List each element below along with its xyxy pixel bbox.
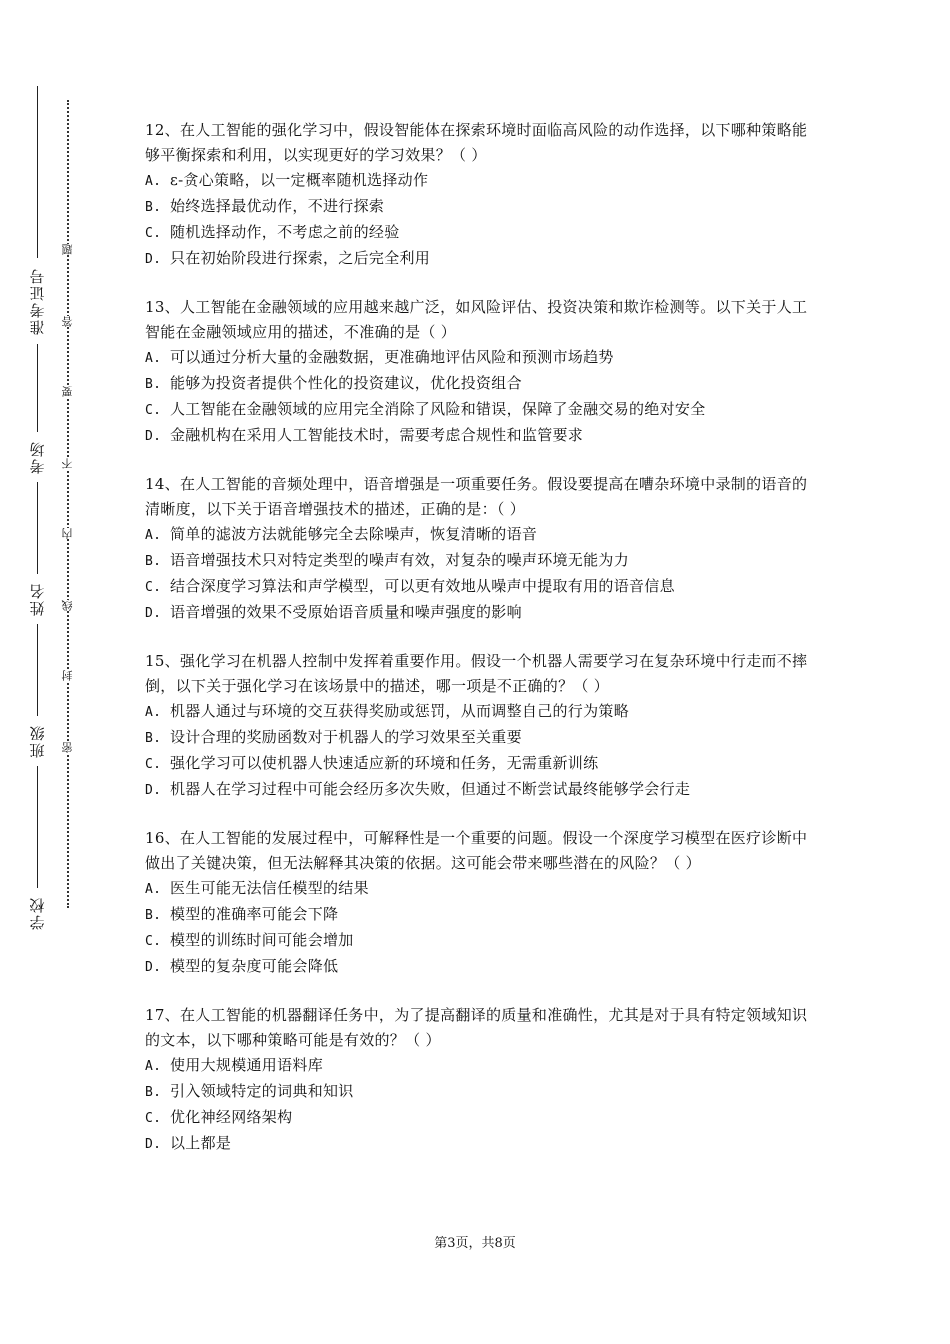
option-text: 引入领域特定的词典和知识	[170, 1082, 354, 1100]
option-text: 语音增强技术只对特定类型的噪声有效，对复杂的噪声环境无能为力	[170, 551, 630, 569]
option-text: 简单的滤波方法就能够完全去除噪声，恢复清晰的语音	[170, 525, 538, 543]
question-15	[145, 649, 815, 803]
option-text: 结合深度学习算法和声学模型，可以更有效地从噪声中提取有用的语音信息	[170, 577, 675, 595]
question-stem: 17、在人工智能的机器翻译任务中，为了提高翻译的质量和准确性，尤其是对于具有特定领域知识的文本，以下哪种策略可能是有效的？（ ）	[145, 1006, 808, 1049]
option-letter: D.	[145, 960, 162, 975]
option-text: 始终选择最优动作，不进行探索	[170, 197, 385, 215]
option-text: 优化神经网络架构	[170, 1108, 293, 1126]
option-text: 能够为投资者提供个性化的投资建议，优化投资组合	[170, 374, 522, 392]
option-text: 医生可能无法信任模型的结果	[170, 879, 369, 897]
option-b	[145, 194, 815, 220]
option-text: 可以通过分析大量的金融数据，更准确地评估风险和预测市场趋势	[170, 348, 614, 366]
option-letter: D.	[145, 429, 162, 444]
option-text: 机器人在学习过程中可能会经历多次失败，但通过不断尝试最终能够学会行走	[170, 780, 691, 798]
field-class: 班级	[22, 716, 52, 766]
seal-char: 密	[61, 742, 74, 753]
option-letter: C.	[145, 580, 162, 595]
option-letter: A.	[145, 351, 162, 366]
option-letter: B.	[145, 554, 162, 569]
option-letter: B.	[145, 1085, 162, 1100]
question-stem: 13、人工智能在金融领域的应用越来越广泛，如风险评估、投资决策和欺诈检测等。以下关于人工智能在金融领域应用的描述，不准确的是（ ）	[145, 298, 808, 341]
seal-char: 封	[61, 670, 74, 681]
option-text: 机器人通过与环境的交互获得奖励或惩罚，从而调整自己的行为策略	[170, 702, 630, 720]
page-footer: 第3页，共8页	[434, 1236, 516, 1251]
option-letter: D.	[145, 783, 162, 798]
option-text: 强化学习可以使机器人快速适应新的环境和任务，无需重新训练	[170, 754, 599, 772]
option-letter: B.	[145, 908, 162, 923]
field-school: 学校	[22, 888, 52, 938]
seal-dotted-line	[67, 100, 69, 908]
field-exam-number: 准考证号	[22, 258, 52, 344]
seal-char: 答	[61, 316, 74, 327]
option-b	[145, 548, 815, 574]
option-a	[145, 168, 815, 194]
option-letter: A.	[145, 528, 162, 543]
option-letter: C.	[145, 934, 162, 949]
question-stem: 15、强化学习在机器人控制中发挥着重要作用。假设一个机器人需要学习在复杂环境中行走而不摔倒，以下关于强化学习在该场景中的描述，哪一项是不正确的？（ ）	[145, 652, 808, 695]
option-text: 模型的复杂度可能会降低	[170, 957, 339, 975]
field-exam-room: 考场	[22, 432, 52, 482]
option-d	[145, 954, 815, 980]
option-c	[145, 928, 815, 954]
question-stem: 16、在人工智能的发展过程中，可解释性是一个重要的问题。假设一个深度学习模型在医疗诊断中做出了关键决策，但无法解释其决策的依据。这可能会带来哪些潜在的风险？（ ）	[145, 829, 808, 872]
option-d	[145, 600, 815, 626]
option-letter: C.	[145, 226, 162, 241]
option-text: 设计合理的奖励函数对于机器人的学习效果至关重要	[170, 728, 522, 746]
seal-char: 线	[61, 600, 74, 611]
option-text: 以上都是	[170, 1134, 232, 1152]
question-17	[145, 1003, 815, 1157]
option-b	[145, 1079, 815, 1105]
option-letter: C.	[145, 403, 162, 418]
option-letter: D.	[145, 606, 162, 621]
seal-char: 题	[61, 244, 74, 255]
option-letter: A.	[145, 705, 162, 720]
option-a	[145, 876, 815, 902]
option-text: 只在初始阶段进行探索，之后完全利用	[170, 249, 431, 267]
option-b	[145, 725, 815, 751]
option-a	[145, 699, 815, 725]
option-c	[145, 1105, 815, 1131]
option-text: 人工智能在金融领域的应用完全消除了风险和错误，保障了金融交易的绝对安全	[170, 400, 706, 418]
option-letter: C.	[145, 1111, 162, 1126]
question-12	[145, 118, 815, 272]
binding-margin	[0, 0, 100, 1344]
option-d	[145, 777, 815, 803]
option-letter: B.	[145, 200, 162, 215]
option-letter: B.	[145, 731, 162, 746]
option-c	[145, 220, 815, 246]
question-stem: 14、在人工智能的音频处理中，语音增强是一项重要任务。假设要提高在嘈杂环境中录制的语音的清晰度，以下关于语音增强技术的描述，正确的是：（ ）	[145, 475, 808, 518]
option-a	[145, 345, 815, 371]
option-letter: A.	[145, 882, 162, 897]
question-list	[145, 118, 815, 1180]
option-letter: C.	[145, 757, 162, 772]
option-c	[145, 397, 815, 423]
question-14	[145, 472, 815, 626]
option-a	[145, 522, 815, 548]
option-c	[145, 574, 815, 600]
field-name: 姓名	[22, 574, 52, 624]
option-text: 模型的准确率可能会下降	[170, 905, 339, 923]
option-d	[145, 1131, 815, 1157]
option-letter: D.	[145, 252, 162, 267]
option-c	[145, 751, 815, 777]
option-text: 随机选择动作，不考虑之前的经验	[170, 223, 400, 241]
seal-char: 要	[61, 386, 74, 397]
binding-solid-line	[37, 86, 38, 924]
option-text: ε-贪心策略，以一定概率随机选择动作	[170, 171, 429, 189]
option-b	[145, 371, 815, 397]
option-letter: A.	[145, 1059, 162, 1074]
option-d	[145, 423, 815, 449]
option-letter: B.	[145, 377, 162, 392]
seal-char: 不	[61, 458, 74, 469]
question-13	[145, 295, 815, 449]
seal-char: 内	[61, 528, 74, 539]
option-text: 语音增强的效果不受原始语音质量和噪声强度的影响	[170, 603, 522, 621]
option-text: 使用大规模通用语料库	[170, 1056, 324, 1074]
option-text: 模型的训练时间可能会增加	[170, 931, 354, 949]
option-letter: D.	[145, 1137, 162, 1152]
question-16	[145, 826, 815, 980]
option-text: 金融机构在采用人工智能技术时，需要考虑合规性和监管要求	[170, 426, 584, 444]
option-b	[145, 902, 815, 928]
option-d	[145, 246, 815, 272]
question-stem: 12、在人工智能的强化学习中，假设智能体在探索环境时面临高风险的动作选择，以下哪种策略能够平衡探索和利用，以实现更好的学习效果？（ ）	[145, 121, 808, 164]
option-a	[145, 1053, 815, 1079]
option-letter: A.	[145, 174, 162, 189]
